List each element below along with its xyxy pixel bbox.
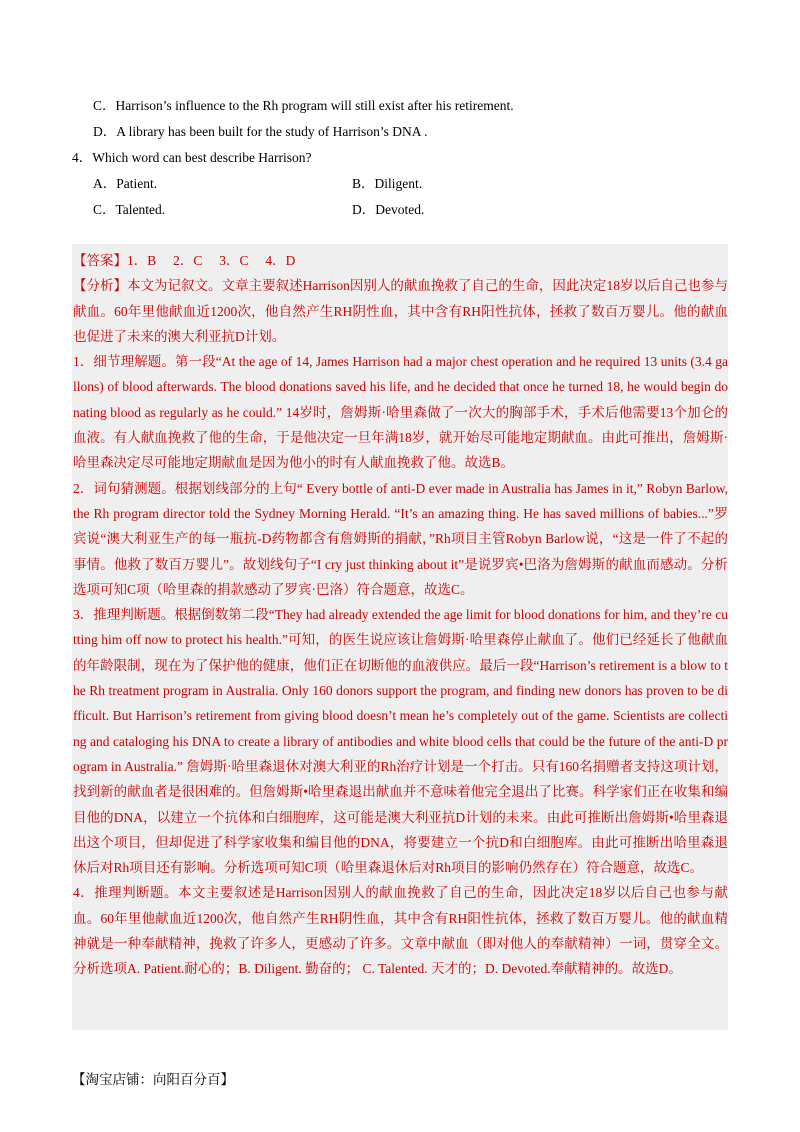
q4-options-row: [93, 171, 693, 197]
q4-option-b: B．Diligent.: [352, 176, 423, 191]
analysis-q3: 3．推理判断题。根据倒数第二段“They had already extended the age limit for blood donations for him, and they’re cutting him off now to protect his health.”可知，的医生说应该让詹姆斯·哈里森停止献血了。他们已经延长了他献血的年龄限制，现在为了保护他的健康，他们正在切断他的血液供应。最后一段“Harrison’s retirement is a blow to the Rh treatment program in Australia. Only 160 donors support the program, and finding new donors has proven to be difficult. But Harrison’s retirement from giving blood doesn’t mean he’s completely out of the game. Scientists are collecting and cataloging his DNA to create a library of antibodies and white blood cells that could be the future of the anti-D program in Australia.” 詹姆斯·哈里森退休对澳大利亚的Rh治疗计划是一个打击。只有160名捐赠者支持这项计划，找到新的献血者是很困难的。但詹姆斯•哈里森退出献血并不意味着他完全退出了比赛。科学家们正在收集和编目他的DNA，以建立一个抗体和白细胞库，这可能是澳大利亚抗D计划的未来。由此可推断出詹姆斯•哈里森退出这个项目，但却促进了科学家收集和编目他的DNA，将要建立一个抗D和白细胞库。由此可推断出哈里森退休后对Rh项目还有影响。分析选项可知C项（哈里森退休后对Rh项目的影响仍然存在）符合题意，故选C。: [73, 607, 728, 876]
answer-analysis-box: [72, 244, 728, 1030]
q3-option-c: C．Harrison’s influence to the Rh program will still exist after his retirement.: [93, 98, 514, 113]
q4-options: [93, 171, 693, 223]
q4-option-c: C．Talented.: [93, 202, 166, 217]
analysis-q2: 2．词句猜测题。根据划线部分的上句“ Every bottle of anti-D ever made in Australia has James in it,” Robyn Barlow, the Rh program director told the Sydney Morning Herald. “It’s an amazing thing. He has saved millions of babies...”罗宾说“澳大利亚生产的每一瓶抗-D药物都含有詹姆斯的捐献，”Rh项目主管Robyn Barlow说，“这是一件了不起的事情。他救了数百万婴儿”。故划线句子“I cry just thinking about it”是说罗宾•巴洛为詹姆斯的献血而感动。分析选项可知C项（哈里森的捐款感动了罗宾·巴洛）符合题意，故选C。: [73, 480, 728, 597]
q4-option-a: A．Patient.: [93, 176, 158, 191]
q4-options-row: [93, 197, 693, 223]
footer-shop-label: 【淘宝店铺：向阳百分百】: [72, 1072, 234, 1087]
q4-option-d: D．Devoted.: [352, 202, 425, 217]
answer-key: 【答案】1．B 2．C 3．C 4．D: [73, 253, 296, 268]
q4-stem: 4．Which word can best describe Harrison?: [72, 150, 312, 165]
analysis-summary: 【分析】本文为记叙文。文章主要叙述Harrison因别人的献血挽救了自己的生命，因此决定18岁以后自己也参与献血。60年里他献血近1200次，他自然产生RH阴性血，其中含有RH阳性抗体，拯救了数百万婴儿。他的献血也促进了未来的澳大利亚抗D计划。: [73, 278, 728, 344]
analysis-q4: 4．推理判断题。本文主要叙述是Harrison因别人的献血挽救了自己的生命，因此决定18岁以后自己也参与献血。60年里他献血近1200次，他自然产生RH阴性血，其中含有RH阳性抗体，拯救了数百万婴儿。他的献血精神就是一种奉献精神，挽救了许多人，更感动了许多。文章中献血（即对他人的奉献精神）一词，贯穿全文。分析选项A. Patient.耐心的；B. Diligent. 勤奋的； C. Talented. 天才的；D. Devoted.奉献精神的。故选D。: [73, 885, 728, 977]
analysis-q1: 1．细节理解题。第一段“At the age of 14, James Harrison had a major chest operation and he required 13 units (3.4 gallons) of blood afterwards. The blood donations saved his life, and he decided that once he turned 18, he would begin donating blood as regularly as he could.” 14岁时，詹姆斯·哈里森做了一次大的胸部手术，手术后他需要13个加仑的血液。有人献血挽救了他的生命，于是他决定一旦年满18岁，就开始尽可能地定期献血。由此可推出，詹姆斯·哈里森决定尽可能地定期献血是因为他小的时有人献血挽救了他。故选B。: [73, 354, 728, 471]
q3-option-d: D．A library has been built for the study of Harrison’s DNA .: [93, 124, 428, 139]
